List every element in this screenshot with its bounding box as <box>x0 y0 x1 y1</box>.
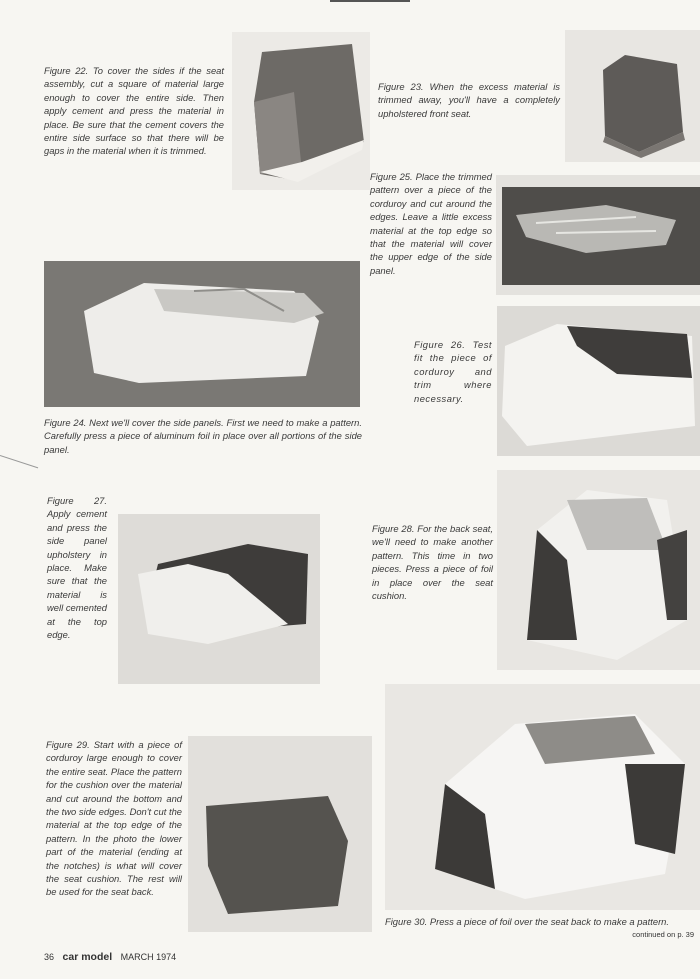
caption-figure-28: Figure 28. For the back seat, we'll need to make another pattern. This time in two pieces. Press a piece of foil in place over the seat cushion. <box>372 523 493 602</box>
caption-figure-24: Figure 24. Next we'll cover the side panels. First we need to make a pattern. Carefully press a piece of aluminum foil in place over all portions of the side panel. <box>44 417 362 455</box>
page-footer <box>44 951 176 963</box>
caption-figure-29: Figure 29. Start with a piece of corduroy large enough to cover the entire seat. Place the pattern for the cushion over the material and cut around the bottom and the two side edges. Don't cut the material at the top edge of the pattern. In the photo the lower part of the material (ending at the notches) is what will cover the seat cushion. The rest will be used for the seat back. <box>46 739 182 898</box>
page-number: 36 <box>44 952 55 962</box>
photo-figure-30 <box>385 684 700 910</box>
photo-figure-24 <box>44 261 360 407</box>
issue-date: MARCH 1974 <box>120 952 177 962</box>
photo-figure-28 <box>497 470 700 670</box>
continued-note: continued on p. 39 <box>632 930 694 939</box>
caption-figure-26: Figure 26. Test fit the piece of corduroy and trim where necessary. <box>414 339 492 404</box>
photo-figure-22 <box>232 32 370 190</box>
photo-figure-26 <box>497 306 700 456</box>
caption-figure-22: Figure 22. To cover the sides if the seat assembly, cut a square of material large enough to cover the entire side. Then apply cement and press the material in place. Be sure that the cement covers the entire side surface so that there will be gaps in the material when it is trimmed. <box>44 65 224 157</box>
photo-figure-27 <box>118 514 320 684</box>
caption-figure-23: Figure 23. When the excess material is trimmed away, you'll have a completely upholstered front seat. <box>378 81 560 119</box>
caption-figure-30: Figure 30. Press a piece of foil over the seat back to make a pattern. <box>385 916 670 927</box>
top-rule <box>330 0 410 2</box>
photo-figure-25 <box>496 175 700 295</box>
caption-figure-25: Figure 25. Place the trimmed pattern over a piece of the corduroy and cut around the edges. Leave a little excess material at the top edge so that the material will cover the upper edge of the side panel. <box>370 171 492 276</box>
photo-figure-29 <box>188 736 372 932</box>
caption-figure-27: Figure 27. Apply cement and press the side panel upholstery in place. Make sure that the material is well cemented at the top edge. <box>47 495 107 641</box>
magazine-name: car model <box>62 951 113 963</box>
page-edge-mark <box>0 455 38 468</box>
photo-figure-23 <box>565 30 700 162</box>
